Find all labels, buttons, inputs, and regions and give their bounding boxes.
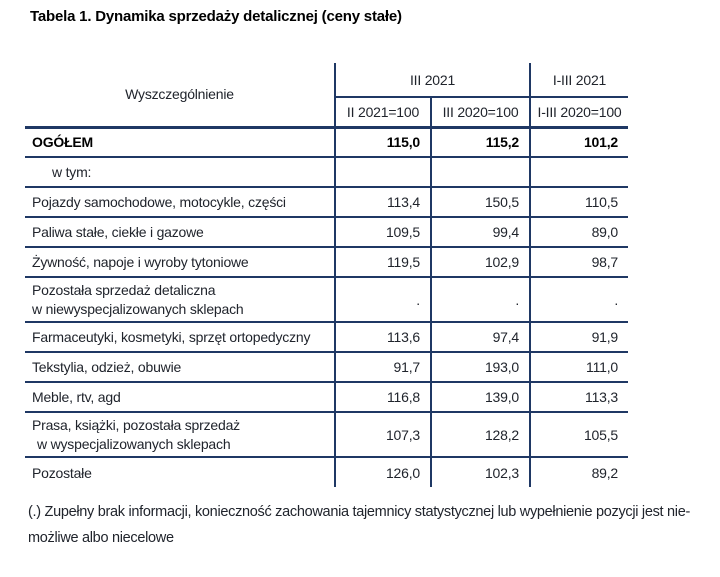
value-cell: .: [530, 277, 628, 322]
row-label: OGÓŁEM: [25, 127, 335, 157]
value-cell: 101,2: [530, 127, 628, 157]
value-cell: 111,0: [530, 352, 628, 382]
table-header: [25, 63, 628, 127]
table-row-of-which: [25, 157, 628, 187]
row-label: [25, 412, 335, 457]
header-sub-ii-2021: II 2021=100: [335, 97, 431, 127]
value-cell: .: [431, 277, 530, 322]
value-cell: 110,5: [530, 187, 628, 217]
row-label: Meble, rtv, agd: [25, 382, 335, 412]
header-group-iii-2021: III 2021: [335, 63, 530, 97]
footnote: [28, 499, 690, 551]
footnote-line1: (.) Zupełny brak informacji, konieczność zachowania tajemnicy statystycznej lub wypełnienie pozycji jest nie-: [28, 504, 690, 520]
row-label: Pozostałe: [25, 457, 335, 487]
header-group-i-iii-2021: I-III 2021: [530, 63, 628, 97]
row-label: Żywność, napoje i wyroby tytoniowe: [25, 247, 335, 277]
table-row-others: [25, 457, 628, 487]
row-label: Tekstylia, odzież, obuwie: [25, 352, 335, 382]
value-cell: [530, 157, 628, 187]
header-sub-i-iii-2020: I-III 2020=100: [530, 97, 628, 127]
row-label: Farmaceutyki, kosmetyki, sprzęt ortopedyczny: [25, 322, 335, 352]
table-body: [25, 127, 628, 487]
value-cell: 107,3: [335, 412, 431, 457]
table-row-press-books-specialized: [25, 412, 628, 457]
row-label: Pojazdy samochodowe, motocykle, części: [25, 187, 335, 217]
value-cell: 128,2: [431, 412, 530, 457]
page-title: Tabela 1. Dynamika sprzedaży detalicznej (ceny stałe): [30, 8, 402, 25]
header-group-row: [25, 63, 628, 97]
row-label: w tym:: [25, 157, 335, 187]
value-cell: [335, 157, 431, 187]
value-cell: 115,0: [335, 127, 431, 157]
row-label-line1: Prasa, książki, pozostała sprzedaż: [32, 416, 240, 433]
value-cell: 193,0: [431, 352, 530, 382]
row-label-line2: w wyspecjalizowanych sklepach: [37, 435, 231, 452]
table-row-textiles: [25, 352, 628, 382]
value-cell: 105,5: [530, 412, 628, 457]
table-row-other-retail-nonspecialized: [25, 277, 628, 322]
value-cell: 91,9: [530, 322, 628, 352]
retail-sales-dynamics-table: [25, 63, 628, 487]
page: [0, 8, 720, 577]
value-cell: 109,5: [335, 217, 431, 247]
value-cell: 102,9: [431, 247, 530, 277]
value-cell: 113,3: [530, 382, 628, 412]
value-cell: 113,6: [335, 322, 431, 352]
value-cell: 89,2: [591, 464, 619, 481]
row-label: Paliwa stałe, ciekłe i gazowe: [25, 217, 335, 247]
value-cell: 150,5: [431, 187, 530, 217]
table-row-total: [25, 127, 628, 157]
value-cell: 97,4: [431, 322, 530, 352]
value-cell: 139,0: [431, 382, 530, 412]
row-label-line2: w niewyspecjalizowanych sklepach: [32, 300, 244, 317]
row-label-line1: Pozostała sprzedaż detaliczna: [32, 281, 216, 298]
value-cell: 102,3: [431, 457, 530, 487]
table-row-food: [25, 247, 628, 277]
value-cell: 126,0: [335, 457, 431, 487]
value-cell: 91,7: [335, 352, 431, 382]
table-row-furniture: [25, 382, 628, 412]
footnote-line2: możliwe albo niecelowe: [28, 530, 174, 546]
table-row-vehicles: [25, 187, 628, 217]
value-cell: 98,7: [530, 247, 628, 277]
value-cell: 113,4: [335, 187, 431, 217]
value-cell: 116,8: [335, 382, 431, 412]
table-row-fuels: [25, 217, 628, 247]
value-cell: 115,2: [431, 127, 530, 157]
value-cell: [431, 157, 530, 187]
value-cell: .: [335, 277, 431, 322]
row-label: [25, 277, 335, 322]
value-cell: 99,4: [431, 217, 530, 247]
table-row-pharmaceuticals: [25, 322, 628, 352]
value-cell: 119,5: [335, 247, 431, 277]
header-sub-iii-2020: III 2020=100: [431, 97, 530, 127]
header-specification: Wyszczególnienie: [25, 63, 335, 127]
value-cell: 89,0: [530, 217, 628, 247]
